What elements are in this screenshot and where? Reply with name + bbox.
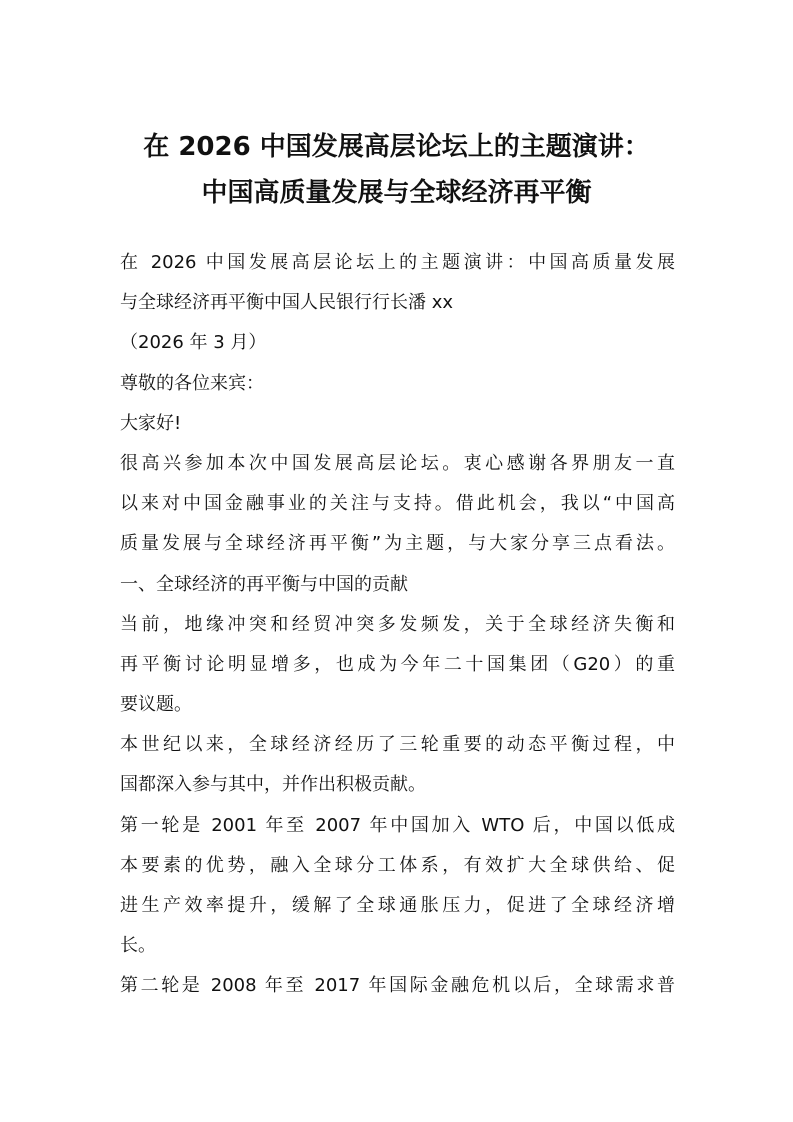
body-text-line: （2026 年 3 月）: [120, 332, 267, 354]
body-text-line: 长。: [120, 935, 156, 957]
body-text-line: 本要素的优势，融入全球分工体系，有效扩大全球供给、促: [120, 854, 675, 876]
body-text-line: 大家好!: [120, 412, 182, 434]
body-text-line: 与全球经济再平衡中国人民银行行长潘 xx: [120, 292, 454, 314]
body-text-line: 质量发展与全球经济再平衡”为主题，与大家分享三点看法。: [120, 533, 675, 555]
body-text-line: 一、全球经济的再平衡与中国的贡献: [120, 573, 408, 595]
document-body: [120, 243, 675, 1007]
document-title-line-2: 中国高质量发展与全球经济再平衡: [201, 178, 592, 208]
body-text-line: 进生产效率提升，缓解了全球通胀压力，促进了全球经济增: [120, 895, 675, 916]
body-text-line: 要议题。: [120, 694, 192, 716]
body-text-line: 当前，地缘冲突和经贸冲突多发频发，关于全球经济失衡和: [120, 613, 675, 635]
body-text-line: 以来对中国金融事业的关注与支持。借此机会，我以“中国高: [120, 493, 675, 515]
body-text-line: 本世纪以来，全球经济经历了三轮重要的动态平衡过程，中: [120, 734, 675, 756]
document-title-line-1: 在 2026 中国发展高层论坛上的主题演讲：: [143, 132, 650, 162]
body-text-line: 在 2026 中国发展高层论坛上的主题演讲：中国高质量发展: [120, 252, 675, 273]
body-text-line: 再平衡讨论明显增多，也成为今年二十国集团（G20）的重: [120, 653, 675, 675]
body-text-line: 第一轮是 2001 年至 2007 年中国加入 WTO 后，中国以低成: [120, 814, 675, 836]
body-text-line: 很高兴参加本次中国发展高层论坛。衷心感谢各界朋友一直: [120, 452, 675, 474]
body-text-line: 尊敬的各位来宾：: [120, 372, 264, 394]
body-text-line: 第二轮是 2008 年至 2017 年国际金融危机以后，全球需求普: [120, 975, 675, 997]
body-text-line: 国都深入参与其中，并作出积极贡献。: [120, 774, 426, 796]
